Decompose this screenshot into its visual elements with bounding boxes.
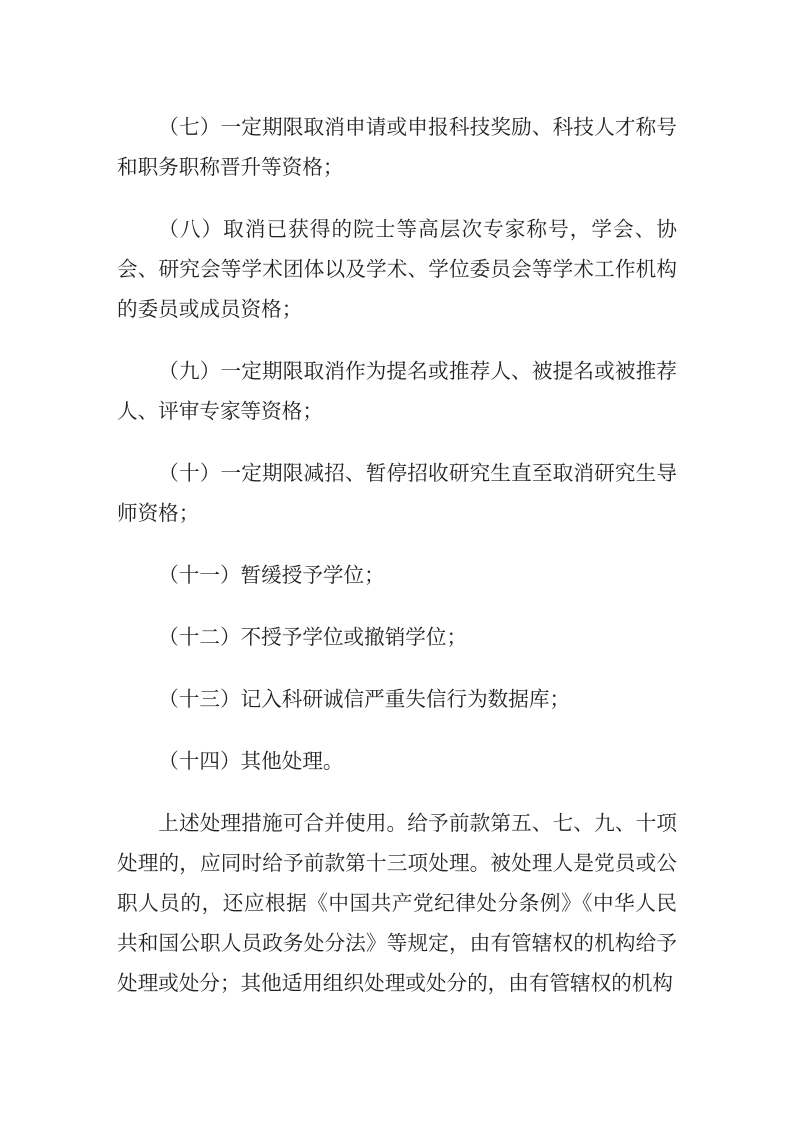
clause-item-7: （七）一定期限取消申请或申报科技奖励、科技人才称号和职务职称晋升等资格； [117,117,677,179]
clause-item-14: （十四）其他处理。 [158,751,344,773]
clause-item-9: （九）一定期限取消作为提名或推荐人、被提名或被推荐人、评审专家等资格； [117,361,677,423]
document-body [117,108,677,1004]
clause-item-11: （十一）暂缓授予学位； [158,565,385,587]
clause-item-8: （八）取消已获得的院士等高层次专家称号，学会、协会、研究会等学术团体以及学术、学位委员会等学术工作机构的委员或成员资格； [117,219,677,321]
clause-item-10: （十）一定期限减招、暂停招收研究生直至取消研究生导师资格； [117,463,677,525]
closing-paragraph: 上述处理措施可合并使用。给予前款第五、七、九、十项处理的，应同时给予前款第十三项处理。被处理人是党员或公职人员的，还应根据《中国共产党纪律处分条例》《中华人民共和国公职人员政务处分法》等规定，由有管辖权的机构给予处理或处分；其他适用组织处理或处分的，由有管辖权的机构 [117,813,677,995]
clause-item-12: （十二）不授予学位或撤销学位； [158,627,468,649]
clause-item-13: （十三）记入科研诚信严重失信行为数据库； [158,689,571,711]
